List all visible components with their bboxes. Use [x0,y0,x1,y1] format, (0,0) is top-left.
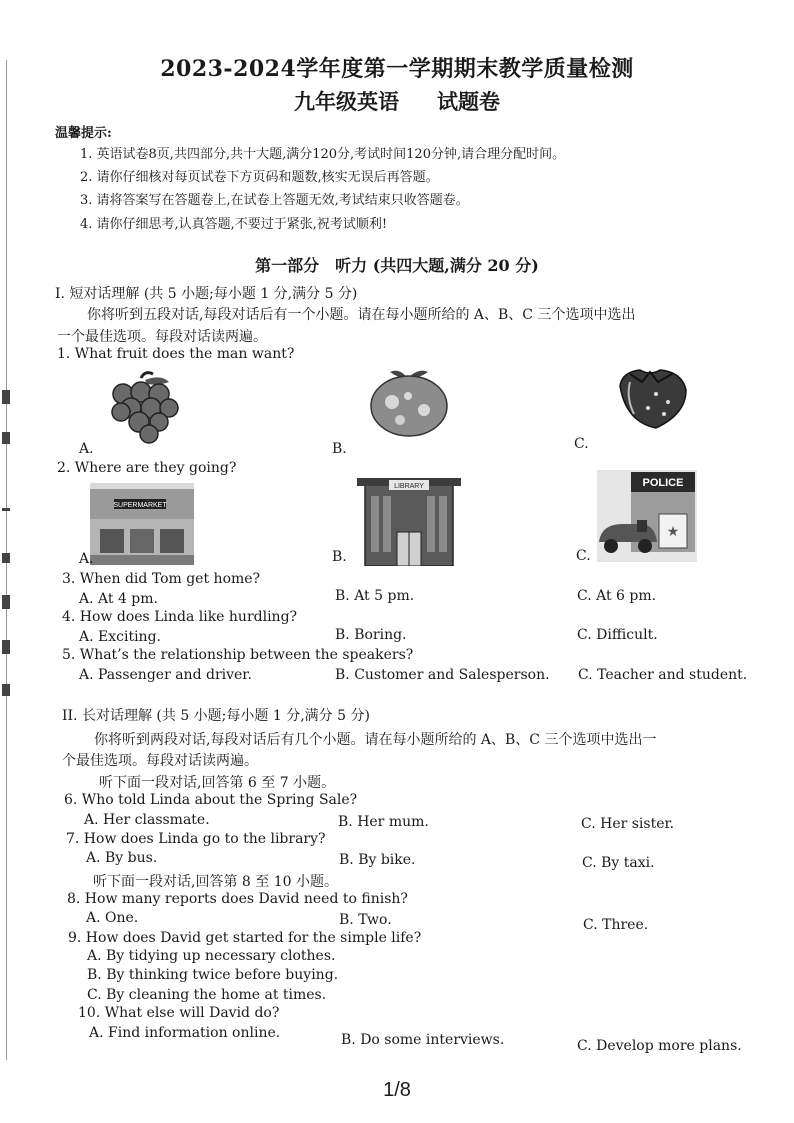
page-number: 1/8 [383,1079,411,1101]
binding-mark [2,553,10,563]
option-c: C. By taxi. [582,855,655,871]
option-b: B. Customer and Salesperson. [335,667,550,683]
supermarket-sign: SUPERMARKET [113,502,167,509]
orange-image [368,366,450,438]
section-instruction: 个最佳选项。每段对话读两遍。 [62,753,258,769]
option-a: A. Find information online. [89,1025,281,1041]
option-c: C. [574,436,589,452]
exam-subtitle [0,86,794,116]
option-b: B. Her mum. [338,814,429,830]
option-a: A. [79,551,94,567]
option-c: C. Teacher and student. [578,667,748,683]
tip-item: 4. 请你仔细思考,认真答题,不要过于紧张,祝考试顺利! [80,217,388,232]
option-a: A. At 4 pm. [79,591,158,607]
option-a: A. By tidying up necessary clothes. [87,948,336,964]
library-image [357,474,461,566]
option-a: A. By bus. [86,850,158,866]
police-station-image [597,470,697,562]
exam-title: 2023-2024学年度第一学期期末教学质量检测 [160,56,634,82]
section-title: I. 短对话理解 (共 5 小题;每小题 1 分,满分 5 分) [55,286,358,302]
option-c: C. Difficult. [577,627,658,643]
question-stem: 6. Who told Linda about the Spring Sale? [64,792,358,808]
option-b: B. [332,549,347,565]
section-instruction: 你将听到两段对话,每段对话后有几个小题。请在每小题所给的 A、B、C 三个选项中选出一 [94,732,657,748]
option-a: A. Her classmate. [84,812,210,828]
option-c: C. By cleaning the home at times. [87,987,327,1003]
binding-mark [2,595,10,609]
option-a: A. Exciting. [79,629,161,645]
option-b: B. At 5 pm. [335,588,415,604]
binding-mark [2,640,10,654]
section-title: II. 长对话理解 (共 5 小题;每小题 1 分,满分 5 分) [62,708,370,724]
option-b: B. [332,441,347,457]
police-sign: POLICE [642,477,684,489]
option-c: C. Her sister. [581,816,675,832]
question-stem: 5. What’s the relationship between the speakers? [62,647,414,663]
svg-text:★: ★ [666,524,680,540]
option-c: C. [576,548,591,564]
binding-mark [2,508,10,511]
option-a: A. [79,441,94,457]
tips-heading: 温馨提示: [55,126,112,141]
question-stem: 10. What else will David do? [78,1005,280,1021]
section-instruction: 你将听到五段对话,每段对话后有一个小题。请在每小题所给的 A、B、C 三个选项中选出 [87,307,636,323]
part-title: 第一部分 听力 (共四大题,满分 20 分) [255,256,539,275]
question-stem: 7. How does Linda go to the library? [66,831,326,847]
grapes-image [105,370,183,444]
library-sign: LIBRARY [394,483,424,490]
option-a: A. One. [86,910,139,926]
option-b: B. Do some interviews. [341,1032,505,1048]
strawberry-image [612,364,690,432]
question-stem: 4. How does Linda like hurdling? [62,609,298,625]
dialogue-lead: 听下面一段对话,回答第 6 至 7 小题。 [99,775,336,791]
question-stem: 3. When did Tom get home? [62,571,261,587]
binding-mark [2,684,10,696]
question-stem: 1. What fruit does the man want? [57,346,295,362]
option-b: B. Two. [339,912,392,928]
option-c: C. Develop more plans. [577,1038,742,1054]
subject-label: 九年级英语 [294,89,399,114]
question-stem: 8. How many reports does David need to finish? [67,891,408,907]
section-instruction: 一个最佳选项。每段对话读两遍。 [57,329,267,345]
binding-mark [2,432,10,444]
option-c: C. Three. [583,917,649,933]
option-b: B. By thinking twice before buying. [87,967,339,983]
option-b: B. Boring. [335,627,407,643]
question-stem: 9. How does David get started for the simple life? [68,930,422,946]
tip-item: 3. 请将答案写在答题卷上,在试卷上答题无效,考试结束只收答题卷。 [80,193,469,208]
option-c: C. At 6 pm. [577,588,657,604]
binding-mark [2,390,10,404]
tip-item: 2. 请你仔细核对每页试卷下方页码和题数,核实无误后再答题。 [80,170,439,185]
tip-item: 1. 英语试卷8页,共四部分,共十大题,满分120分,考试时间120分钟,请合理分配时间。 [80,147,566,162]
supermarket-image [90,483,194,565]
dialogue-lead: 听下面一段对话,回答第 8 至 10 小题。 [93,874,338,890]
option-a: A. Passenger and driver. [79,667,252,683]
option-b: B. By bike. [339,852,416,868]
paper-label: 试题卷 [437,89,500,114]
question-stem: 2. Where are they going? [57,460,237,476]
